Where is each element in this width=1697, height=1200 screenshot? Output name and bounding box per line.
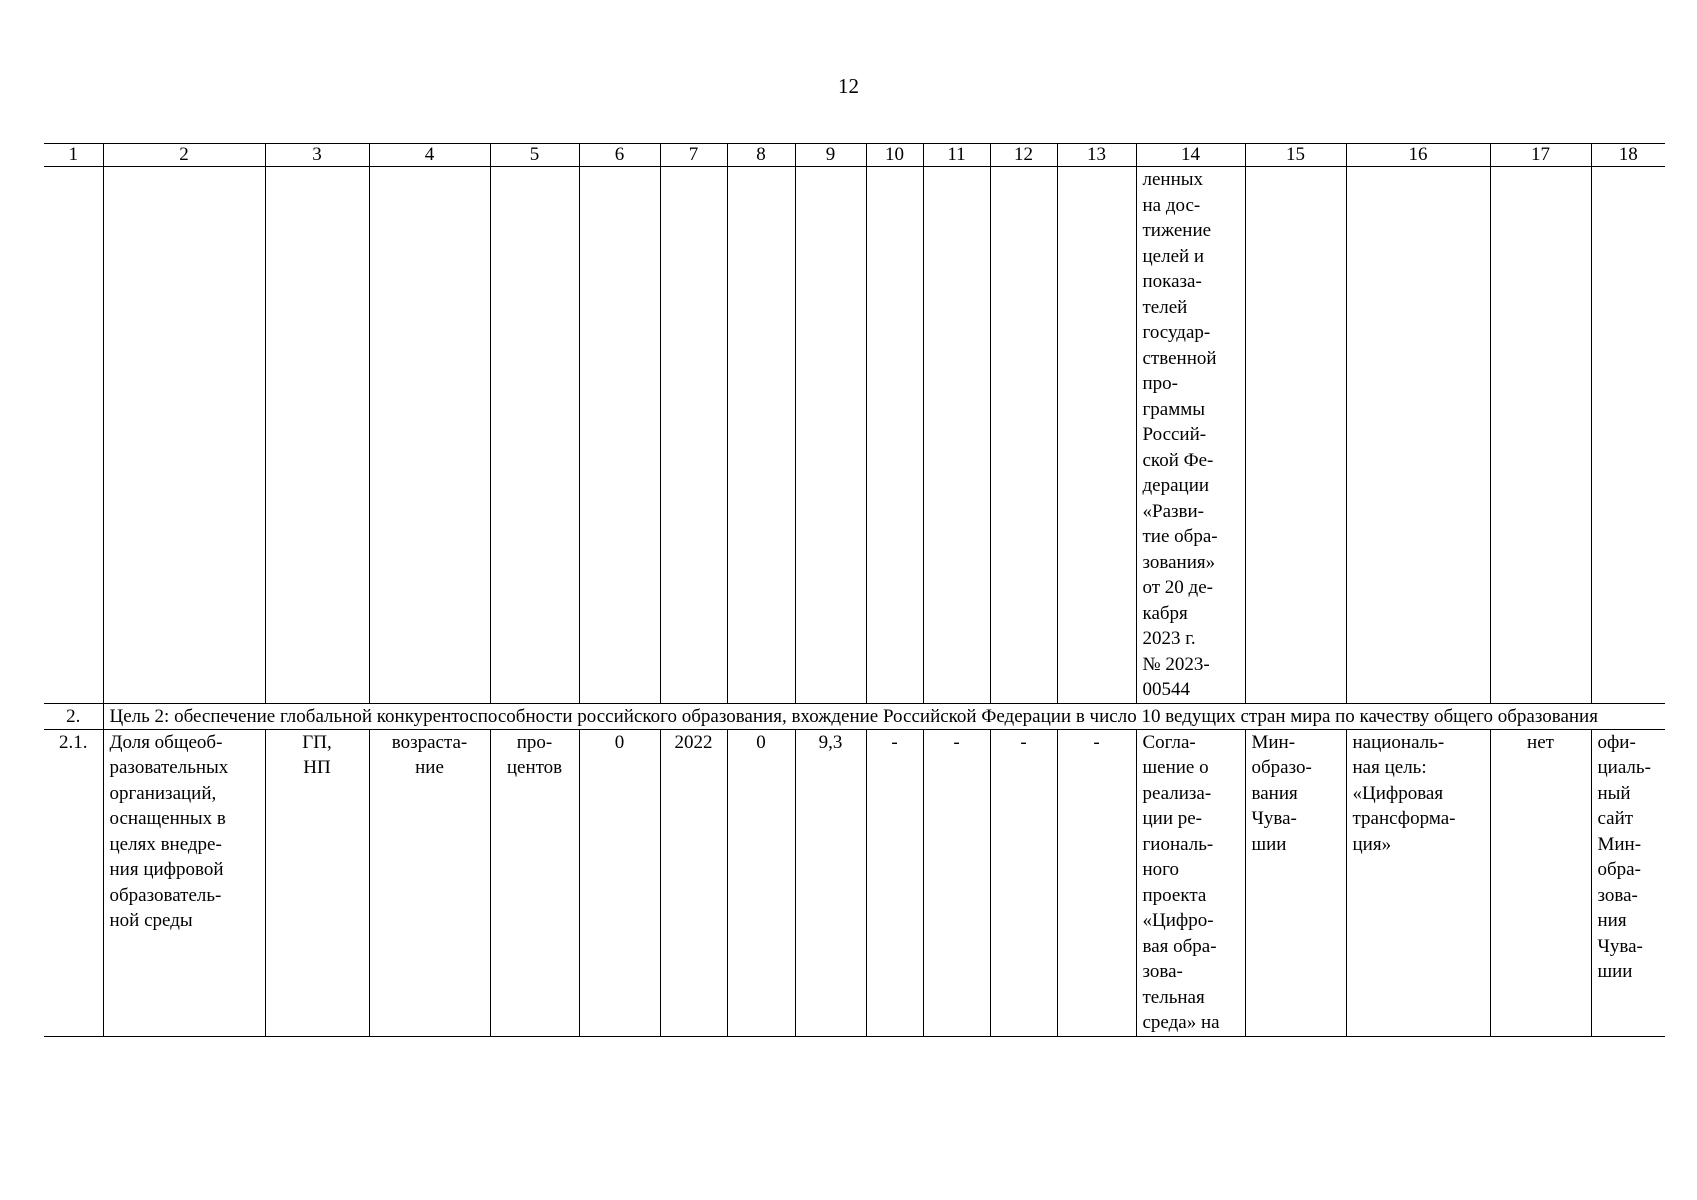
table-cell: [103, 167, 265, 704]
table-cell: [369, 167, 490, 704]
column-header: 5: [490, 144, 579, 167]
column-header: 11: [923, 144, 990, 167]
indicator-source: офи- циаль- ный сайт Мин- обра- зова- ния Чува- шии: [1591, 729, 1665, 1036]
table-cell: [490, 167, 579, 704]
column-header: 3: [265, 144, 369, 167]
indicator-value: -: [1057, 729, 1136, 1036]
continuation-basis-text: ленных на дос- тижение целей и показа- телей государ- ственной про- граммы Россий- ской Фе- дерации «Разви- тие обра- зования» от 20 де- кабря 2023 г. № 2023- 00544: [1136, 167, 1245, 704]
column-header: 8: [727, 144, 795, 167]
column-header: 17: [1490, 144, 1591, 167]
indicators-table: [44, 143, 1665, 1037]
indicator-value: -: [866, 729, 923, 1036]
table-cell: [44, 167, 103, 704]
column-header: 10: [866, 144, 923, 167]
table-cell: [265, 167, 369, 704]
indicator-base-value: 0: [579, 729, 660, 1036]
table-cell: [660, 167, 727, 704]
indicator-value: -: [923, 729, 990, 1036]
table-cell: [1057, 167, 1136, 704]
indicator-responsible: Мин- образо- вания Чува- шии: [1245, 729, 1346, 1036]
column-header: 2: [103, 144, 265, 167]
goal-row: [44, 703, 1665, 729]
goal-number: 2.: [44, 703, 103, 729]
indicator-unit: про- центов: [490, 729, 579, 1036]
goal-text: Цель 2: обеспечение глобальной конкурентоспособности российского образования, вхождение Российской Федерации в число 10 ведущих стран мира по качеству общего образования: [103, 703, 1665, 729]
column-header: 12: [990, 144, 1057, 167]
table-cell: [866, 167, 923, 704]
column-header: 18: [1591, 144, 1665, 167]
table-cell: [1490, 167, 1591, 704]
column-header: 6: [579, 144, 660, 167]
indicator-row: [44, 729, 1665, 1036]
column-number-row: [44, 144, 1665, 167]
table-cell: [727, 167, 795, 704]
indicator-value: 9,3: [795, 729, 866, 1036]
column-header: 7: [660, 144, 727, 167]
column-header: 15: [1245, 144, 1346, 167]
indicator-value: -: [990, 729, 1057, 1036]
indicator-basis-document: Согла- шение о реализа- ции ре- гиональ- ного проекта «Цифро- вая обра- зова- тельная среда» на: [1136, 729, 1245, 1036]
table-cell: [923, 167, 990, 704]
indicator-name: Доля общеоб- разовательных организаций, оснащенных в целях внедре- ния цифровой образователь- ной среды: [103, 729, 265, 1036]
indicator-national-goal: националь- ная цель: «Цифровая трансформа- ция»: [1346, 729, 1490, 1036]
table-cell: [1591, 167, 1665, 704]
column-header: 4: [369, 144, 490, 167]
table-cell: [579, 167, 660, 704]
table-cell: [990, 167, 1057, 704]
column-header: 1: [44, 144, 103, 167]
indicator-value: 0: [727, 729, 795, 1036]
indicator-trend: возраста- ние: [369, 729, 490, 1036]
indicator-number: 2.1.: [44, 729, 103, 1036]
indicator-level: ГП, НП: [265, 729, 369, 1036]
indicator-base-year: 2022: [660, 729, 727, 1036]
table-cell: [795, 167, 866, 704]
table-cell: [1346, 167, 1490, 704]
column-header: 13: [1057, 144, 1136, 167]
page-number: 12: [838, 74, 859, 98]
indicator-info-system: нет: [1490, 729, 1591, 1036]
continuation-row: [44, 167, 1665, 704]
column-header: 9: [795, 144, 866, 167]
column-header: 16: [1346, 144, 1490, 167]
column-header: 14: [1136, 144, 1245, 167]
table-cell: [1245, 167, 1346, 704]
